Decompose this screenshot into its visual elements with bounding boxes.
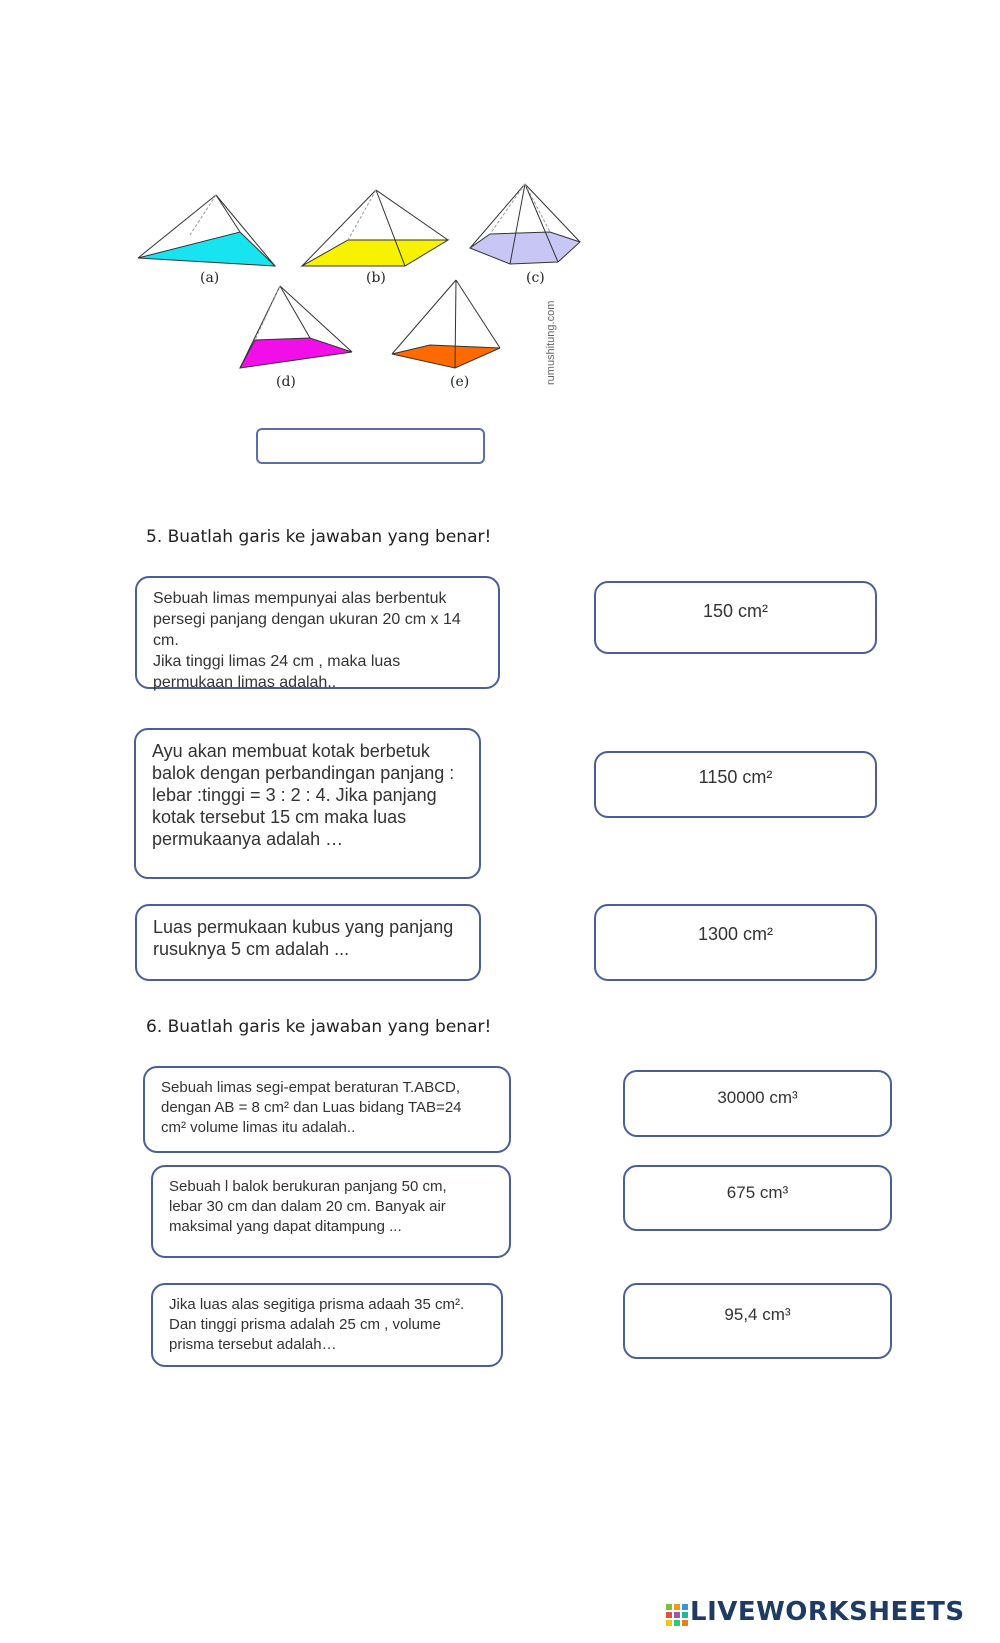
liveworksheets-logo: [666, 1597, 996, 1633]
q6-answer-2[interactable]: [623, 1165, 892, 1231]
label-c: (c): [526, 270, 545, 286]
label-e: (e): [450, 374, 470, 390]
pyramid-d: [240, 286, 352, 368]
q5-answer-3[interactable]: [594, 904, 877, 981]
q5-question-2[interactable]: [134, 728, 481, 879]
q5-answer-2[interactable]: [594, 751, 877, 818]
q6-question-3-text: Jika luas alas segitiga prisma adaah 35 cm². Dan tinggi prisma adalah 25 cm , volume prisma tersebut adalah…: [169, 1296, 465, 1353]
logo-text: LIVEWORKSHEETS: [690, 1597, 965, 1627]
pyramids-figure: [130, 180, 600, 400]
q6-answer-3-text: 95,4 cm³: [724, 1305, 791, 1324]
figure-answer-input[interactable]: [256, 428, 485, 464]
pyramid-e: [392, 280, 500, 368]
pyramid-c: [470, 184, 580, 264]
q5-answer-1[interactable]: [594, 581, 877, 654]
pyramid-b: [302, 190, 448, 266]
q6-question-2-text: Sebuah l balok berukuran panjang 50 cm, lebar 30 cm dan dalam 20 cm. Banyak air maksimal yang dapat ditampung ...: [169, 1178, 447, 1235]
label-a: (a): [200, 270, 220, 286]
q5-question-1[interactable]: [135, 576, 500, 689]
label-d: (d): [276, 374, 296, 390]
q5-heading: 5. Buatlah garis ke jawaban yang benar!: [146, 527, 492, 547]
q6-question-1[interactable]: [143, 1066, 511, 1153]
q5-question-3-text: Luas permukaan kubus yang panjang rusuknya 5 cm adalah ...: [153, 917, 454, 959]
q6-heading: 6. Buatlah garis ke jawaban yang benar!: [146, 1017, 492, 1037]
q6-answer-3[interactable]: [623, 1283, 892, 1359]
q6-question-2[interactable]: [151, 1165, 511, 1258]
q6-answer-2-text: 675 cm³: [726, 1183, 789, 1202]
pyramid-a: [138, 195, 275, 266]
q5-question-2-text: Ayu akan membuat kotak berbetuk balok dengan perbandingan panjang : lebar :tinggi = 3 : 2 : 4. Jika panjang kotak tersebut 15 cm maka luas permukaanya adalah …: [152, 741, 455, 849]
q5-answer-1-text: 150 cm²: [702, 601, 769, 621]
q6-answer-1[interactable]: [623, 1070, 892, 1137]
q5-answer-3-text: 1300 cm²: [697, 924, 774, 944]
q6-question-3[interactable]: [151, 1283, 503, 1367]
q6-answer-1-text: 30000 cm³: [717, 1088, 798, 1107]
logo-grid-icon: [666, 1604, 688, 1626]
q6-question-1-text: Sebuah limas segi-empat beraturan T.ABCD, dengan AB = 8 cm² dan Luas bidang TAB=24 cm² volume limas itu adalah..: [161, 1079, 462, 1136]
watermark-text: rumushitung.com: [545, 300, 557, 385]
q5-question-3[interactable]: [135, 904, 481, 981]
label-b: (b): [366, 270, 386, 286]
q5-answer-2-text: 1150 cm²: [698, 767, 773, 787]
q5-question-1-text: Sebuah limas mempunyai alas berbentuk persegi panjang dengan ukuran 20 cm x 14 cm. Jika tinggi limas 24 cm , maka luas permukaan limas adalah..: [153, 590, 461, 691]
